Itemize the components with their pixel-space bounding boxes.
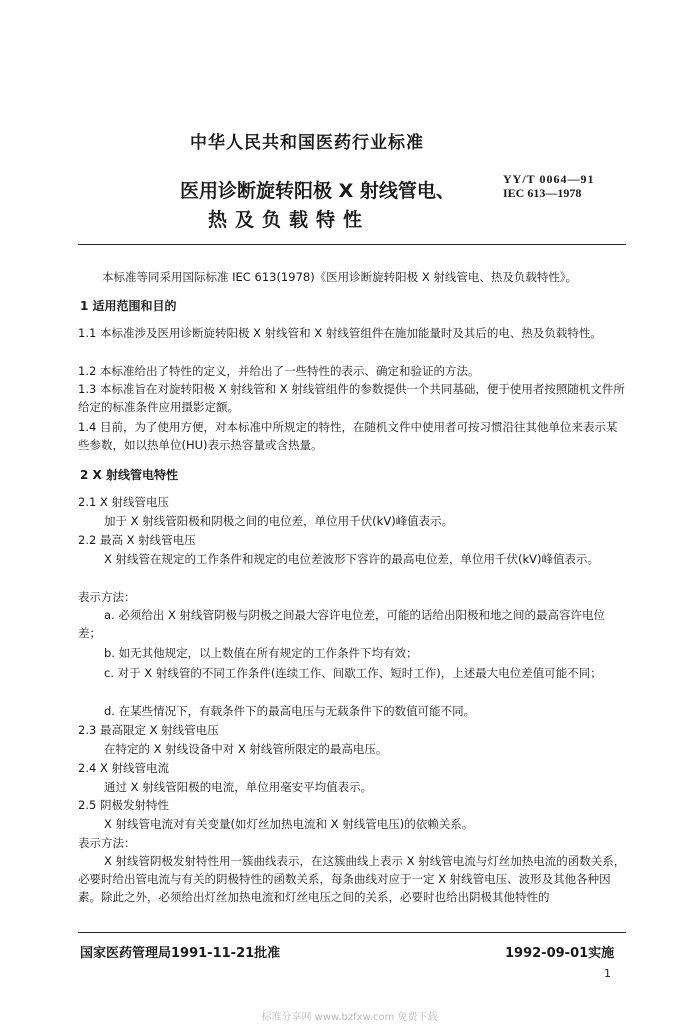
clause-2-3-heading: 2.3 最高限定 X 射线管电压 [78, 723, 219, 737]
clause-1-2: 1.2 本标准给出了特性的定义，并给出了一些特性的表示、确定和验证的方法。 [78, 364, 480, 378]
clause-2-5-method: 表示方法： [78, 836, 136, 850]
clause-2-3-body: 在特定的 X 射线设备中对 X 射线管所限定的最高电压。 [104, 742, 388, 756]
iec-code: IEC 613—1978 [503, 186, 582, 200]
standard-code: YY/T 0064—91 [503, 172, 595, 186]
clause-2-4-body: 通过 X 射线管阳极的电流，单位用毫安平均值表示。 [104, 780, 373, 794]
section-1-heading: 1 适用范围和目的 [80, 299, 177, 313]
clause-2-2-item-a: a. 必须给出 X 射线管阴极与阴极之间最大容许电位差，可能的话给出阳极和地之间的最高容许电位差； [78, 608, 606, 640]
clause-2-2-item-c: c. 对于 X 射线管的不同工作条件(连续工作、间歇工作、短时工作)，上述最大电位差值可能不同； [104, 666, 602, 680]
section-2-heading: 2 X 射线管电特性 [80, 468, 178, 482]
implementation-date: 1992-09-01实施 [505, 946, 615, 961]
document-title-line2: 热及负载特性 [208, 209, 371, 231]
clause-2-2-body: X 射线管在规定的工作条件和规定的电位差波形下容许的最高电位差，单位用千伏(kV)峰值表示。 [104, 552, 600, 566]
clause-2-2-item-d: d. 在某些情况下，有载条件下的最高电压与无载条件下的数值可能不同。 [104, 704, 476, 718]
clause-2-5-heading: 2.5 阴极发射特性 [78, 798, 169, 812]
page-number: 1 [604, 967, 611, 980]
watermark: 标准分享网 www.bzfxw.com 免费下载 [261, 1012, 438, 1023]
clause-1-3: 1.3 本标准旨在对旋转阳极 X 射线管和 X 射线管组件的参数提供一个共同基础，便于使用者按照随机文件所给定的标准条件应用摄影定额。 [78, 382, 625, 414]
clause-2-2-heading: 2.2 最高 X 射线管电压 [78, 533, 196, 547]
clause-1-4: 1.4 目前，为了使用方便，对本标准中所规定的特性，在随机文件中使用者可按习惯沿往其他单位来表示某些参数，如以热单位(HU)表示热容量或含热量。 [78, 420, 618, 452]
clause-2-2-item-b: b. 如无其他规定，以上数值在所有规定的工作条件下均有效； [104, 646, 418, 660]
intro-paragraph: 本标准等同采用国际标准 IEC 613(1978)《医用诊断旋转阳极 X 射线管电、热及负载特性》。 [102, 270, 578, 284]
clause-2-5-paragraph: X 射线管阴极发射特性用一簇曲线表示，在这簇曲线上表示 X 射线管电流与灯丝加热电流的函数关系，必要时给出管电流与有关的阴极特性的函数关系，每条曲线对应于一定 X 射线管电压、波形及其他各种因素。除此之外，必须给出灯丝加热电流和灯丝电压之间的关系，必要时也给出阴极其他特性的 [78, 854, 626, 904]
document-title-line1: 医用诊断旋转阳极 X 射线管电、 [180, 180, 455, 202]
header-rule [78, 244, 626, 245]
clause-2-1-heading: 2.1 X 射线管电压 [78, 495, 169, 509]
clause-2-1-body: 加于 X 射线管阳极和阴极之间的电位差，单位用千伏(kV)峰值表示。 [104, 514, 454, 528]
clause-2-4-heading: 2.4 X 射线管电流 [78, 761, 169, 775]
clause-2-5-body: X 射线管电流对有关变量(如灯丝加热电流和 X 射线管电压)的依赖关系。 [104, 817, 474, 831]
clause-1-1: 1.1 本标准涉及医用诊断旋转阳极 X 射线管和 X 射线管组件在施加能量时及其后的电、热及负载特性。 [78, 326, 602, 340]
approval-date: 国家医药管理局1991-11-21批准 [80, 946, 281, 961]
clause-2-2-method: 表示方法： [78, 590, 136, 604]
issuing-organization: 中华人民共和国医药行业标准 [190, 133, 424, 153]
footer-rule [78, 932, 626, 933]
